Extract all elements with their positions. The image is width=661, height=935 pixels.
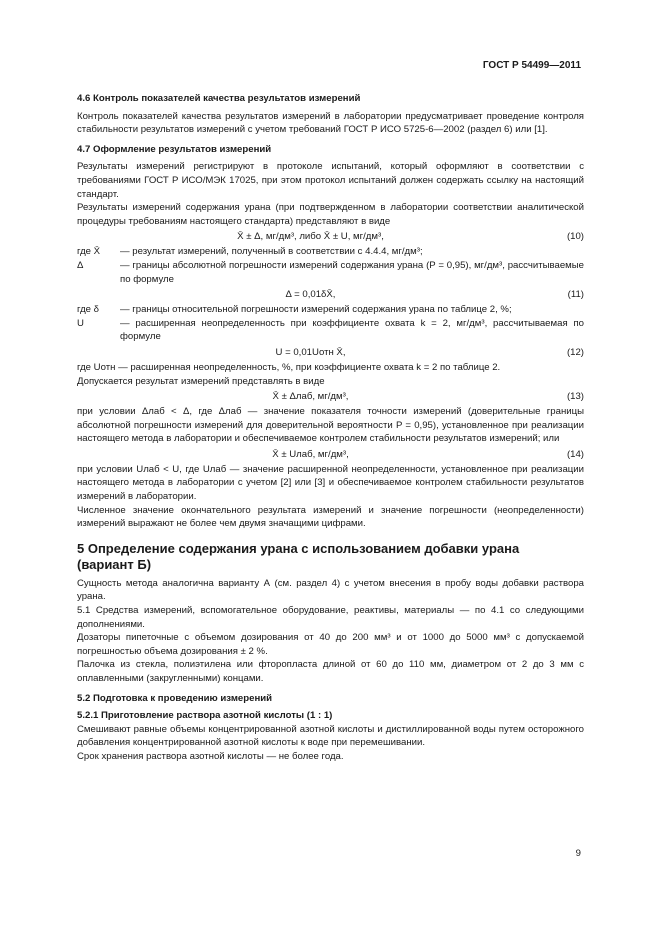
where-label-delta: Δ bbox=[77, 259, 84, 271]
paragraph-5-3: Дозаторы пипеточные с объемом дозирования от 40 до 200 мм³ и от 1000 до 5000 мм³ с допускаемой погрешностью объема дозирования ± 2 %. bbox=[77, 632, 584, 657]
where-item-u-rel: где Uотн — расширенная неопределенность, %, при коэффициенте охвата k = 2 по таблице 2. bbox=[77, 361, 501, 373]
where-text-delta: — границы абсолютной погрешности измерений содержания урана (P = 0,95), мг/дм³, рассчитываемые по формуле bbox=[120, 259, 584, 285]
paragraph-4-7-6: Численное значение окончательного результата измерений и значение погрешности (неопределенности) измерений выражают не более чем двумя значащими цифрами. bbox=[77, 504, 584, 530]
paragraph-4-6-1: Контроль показателей качества результатов измерений в лаборатории предусматривает проведение контроля стабильности результатов измерений с учетом требований ГОСТ Р ИСО 5725-6—2002 (раздел 6) или [1]. bbox=[77, 110, 584, 136]
where-label-u: U bbox=[77, 317, 84, 329]
paragraph-4-7-4: при условии Δлаб < Δ, где Δлаб — значение показателя точности измерений (доверительные границы абсолютной погрешности измерений для доверительной вероятности P = 0,95), установленное при реализации настоящего метода в лаборатории и обеспечиваемое контролем стабильности результатов измерений; или bbox=[77, 406, 584, 445]
paragraph-4-7-5: при условии Uлаб < U, где Uлаб — значение расширенной неопределенности, установленное при реализации настоящего метода в лаборатории с учетом [2] или [3] и обеспечиваемое контролем стабильности результатов измерений в лаборатории. bbox=[77, 463, 584, 503]
heading-4-6: 4.6 Контроль показателей качества результатов измерений bbox=[77, 93, 361, 104]
page-number: 9 bbox=[575, 848, 581, 859]
formula-13-number: (13) bbox=[566, 391, 584, 403]
where-text-x: — результат измерений, полученный в соответствии с 4.4.4, мг/дм³; bbox=[120, 246, 423, 258]
formula-12-expression: U = 0,01Uотн X̄, bbox=[275, 346, 346, 358]
paragraph-4-7-1: Результаты измерений регистрируют в протоколе испытаний, который оформляют в соответствии с требованиями ГОСТ Р ИСО/МЭК 17025, при этом протокол испытаний должен содержать ссылку на настоящий стандарт. bbox=[77, 161, 584, 200]
formula-10-expression: X̄ ± Δ, мг/дм³, либо X̄ ± U, мг/дм³, bbox=[237, 231, 384, 243]
formula-10 bbox=[77, 228, 584, 245]
where-item-x bbox=[77, 245, 584, 259]
where-item-delta-rel bbox=[77, 303, 584, 317]
paragraph-4-7-3: Допускается результат измерений представлять в виде bbox=[77, 375, 325, 387]
heading-5-2-1: 5.2.1 Приготовление раствора азотной кислоты (1 : 1) bbox=[77, 710, 333, 722]
formula-12 bbox=[77, 344, 584, 361]
formula-12-number: (12) bbox=[566, 346, 584, 358]
formula-13-expression: X̄ ± Δлаб, мг/дм³, bbox=[272, 391, 349, 403]
formula-14-number: (14) bbox=[566, 448, 584, 460]
where-item-u bbox=[77, 317, 584, 344]
heading-5-2: 5.2 Подготовка к проведению измерений bbox=[77, 692, 273, 704]
paragraph-5-4: Палочка из стекла, полиэтилена или фторопласта длиной от 60 до 110 мм, диаметром от 2 до 3 мм с оплавленными (закругленными) концами. bbox=[77, 659, 584, 684]
heading-4-7: 4.7 Оформление результатов измерений bbox=[77, 143, 272, 155]
paragraph-5-1: Сущность метода аналогична варианту А (см. раздел 4) с учетом внесения в пробу воды добавки раствора урана. bbox=[77, 577, 584, 603]
heading-5-line-1: 5 Определение содержания урана с использованием добавки урана bbox=[77, 540, 520, 556]
formula-14-expression: X̄ ± Uлаб, мг/дм³, bbox=[272, 448, 349, 460]
document-id: ГОСТ Р 54499—2011 bbox=[482, 60, 581, 71]
formula-13 bbox=[77, 388, 584, 405]
formula-14 bbox=[77, 446, 584, 463]
paragraph-4-7-2: Результаты измерений содержания урана (при подтвержденном в лаборатории соответствии аналитической процедуры требованиям настоящего стандарта) представляют в виде bbox=[77, 202, 584, 227]
formula-10-number: (10) bbox=[566, 231, 584, 243]
paragraph-5-2: 5.1 Средства измерений, вспомогательное оборудование, реактивы, материалы — по 4.1 со следующими дополнениями. bbox=[77, 605, 584, 630]
formula-11-number: (11) bbox=[567, 289, 584, 301]
heading-5-line-2: (вариант Б) bbox=[77, 556, 152, 572]
where-label-delta-rel: где δ bbox=[77, 304, 100, 316]
paragraph-5-2-2: Срок хранения раствора азотной кислоты — не более года. bbox=[77, 750, 344, 762]
where-text-u: — расширенная неопределенность при коэффициенте охвата k = 2, мг/дм³, рассчитываемая по формуле bbox=[120, 317, 584, 343]
page-content bbox=[77, 92, 584, 764]
where-label-x: где X̄ bbox=[77, 246, 101, 258]
formula-11 bbox=[77, 286, 584, 303]
where-text-delta-rel: — границы относительной погрешности измерений содержания урана по таблице 2, %; bbox=[120, 304, 512, 316]
formula-11-expression: Δ = 0,01δX̄, bbox=[285, 289, 336, 301]
paragraph-5-2-1: Смешивают равные объемы концентрированной азотной кислоты и дистиллированной воды путем осторожного добавления концентрированной азотной кислоты к воде при перемешивании. bbox=[77, 723, 584, 749]
where-item-delta bbox=[77, 259, 584, 286]
